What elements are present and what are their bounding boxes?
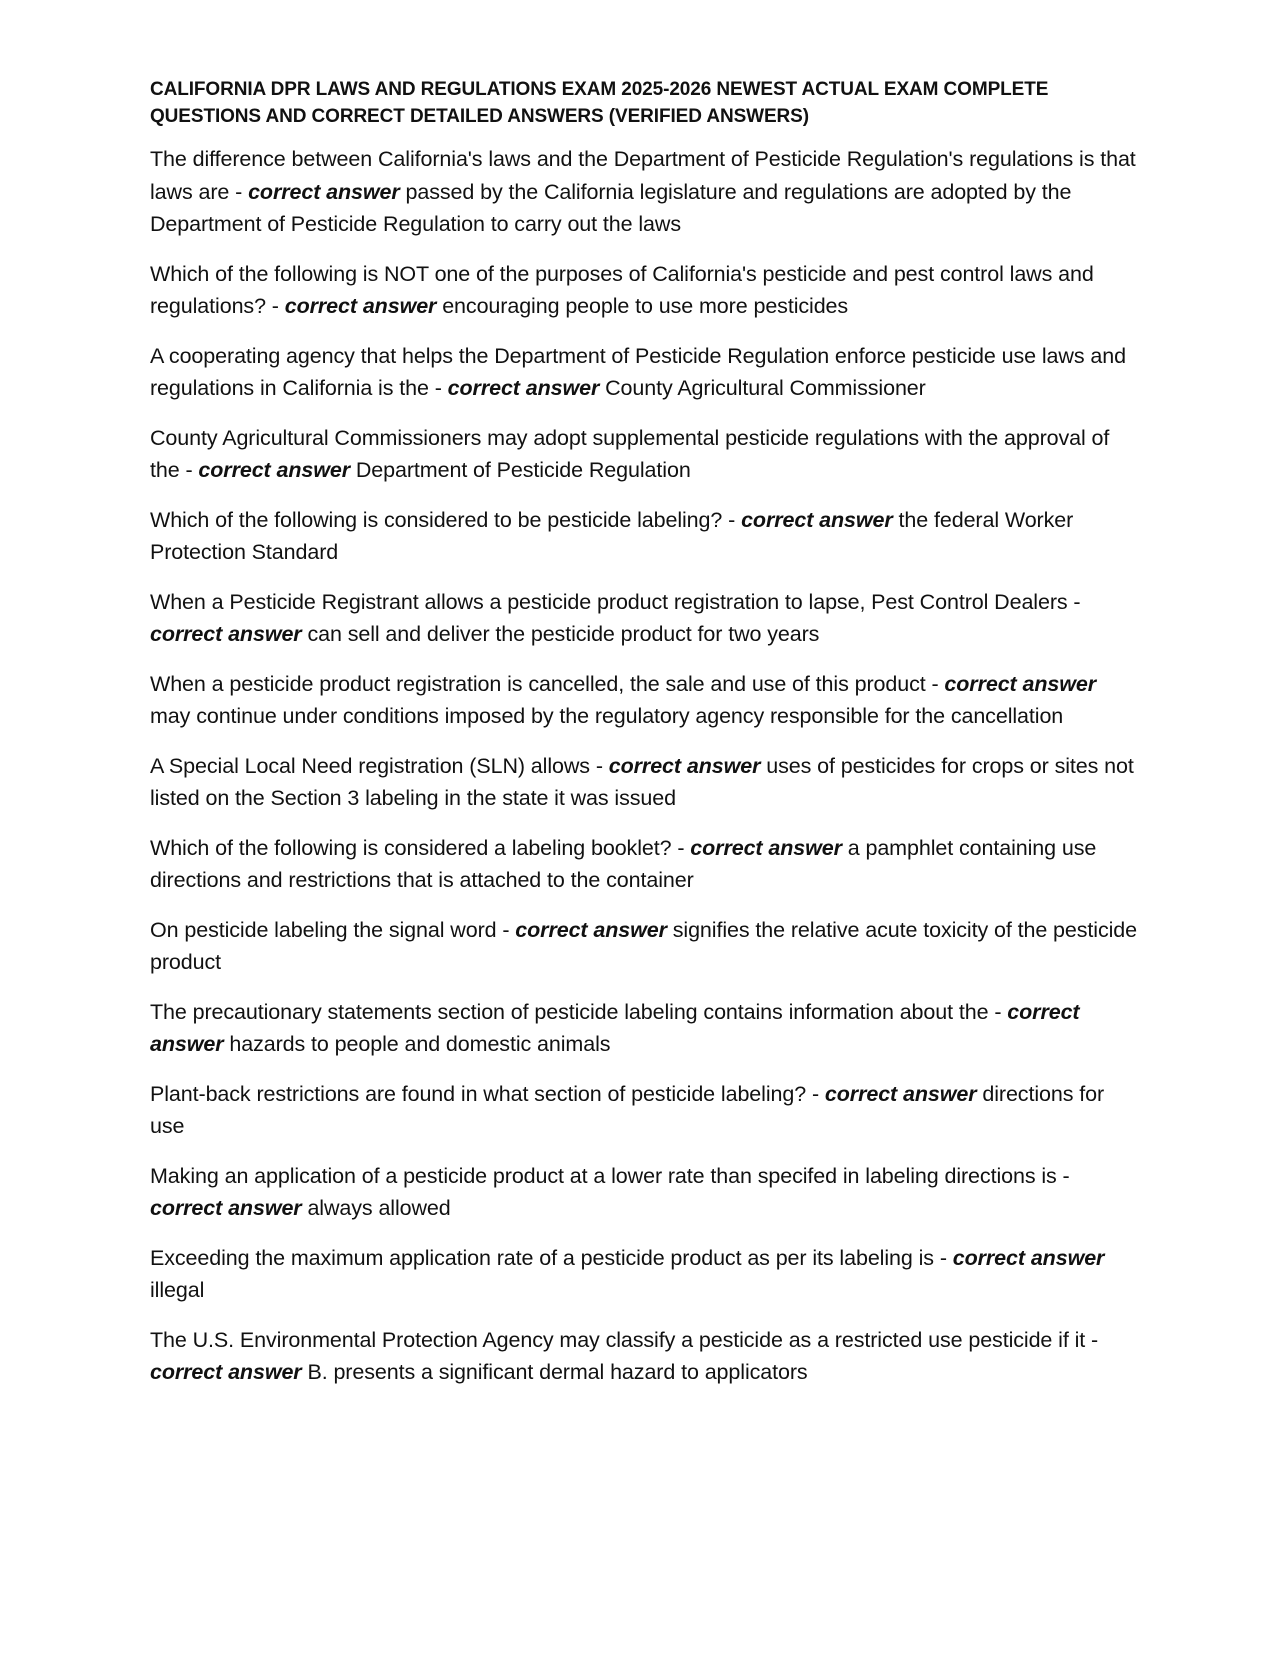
question-text: Plant-back restrictions are found in what section of pesticide labeling? -: [150, 1081, 825, 1106]
question-text: When a Pesticide Registrant allows a pesticide product registration to lapse, Pest Control Dealers -: [150, 589, 1081, 614]
qa-item: [150, 668, 1140, 733]
question-text: The precautionary statements section of pesticide labeling contains information about the -: [150, 999, 1008, 1024]
answer-label: correct answer: [824, 1081, 977, 1106]
qa-item: [150, 1242, 1140, 1307]
answer-label: correct answer: [150, 999, 1080, 1056]
answer-label: correct answer: [447, 376, 600, 400]
document-title: CALIFORNIA DPR LAWS AND REGULATIONS EXAM 2025-2026 NEWEST ACTUAL EXAM COMPLETE QUESTIONS AND CORRECT DETAILED ANSWERS (VERIFIED ANSWERS): [150, 79, 1049, 127]
answer-label: correct answer: [690, 835, 842, 860]
qa-item: [150, 1324, 1140, 1389]
answer-label: correct answer: [150, 1360, 302, 1384]
answer-text: County Agricultural Commissioner: [599, 376, 926, 400]
qa-item: [150, 1078, 1140, 1143]
answer-label: correct answer: [944, 671, 1096, 696]
qa-item: [150, 586, 1140, 651]
question-text: Exceeding the maximum application rate of a pesticide product as per its labeling is -: [150, 1245, 953, 1270]
question-text: Which of the following is NOT one of the purposes of California's pesticide and pest control laws and regulations? -: [150, 261, 1094, 318]
answer-label: correct answer: [150, 1196, 302, 1220]
document-page: [150, 76, 1140, 1406]
question-text: A cooperating agency that helps the Department of Pesticide Regulation enforce pesticide use laws and regulations in California is the -: [150, 343, 1126, 400]
answer-text: can sell and deliver the pesticide product for two years: [301, 622, 820, 646]
question-text: The difference between California's laws and the Department of Pesticide Regulation's regulations is that laws are -: [150, 147, 1136, 204]
answer-text: always allowed: [301, 1196, 451, 1220]
answer-label: correct answer: [515, 917, 667, 942]
answer-label: correct answer: [952, 1245, 1105, 1270]
question-text: When a pesticide product registration is cancelled, the sale and use of this product -: [150, 671, 945, 696]
answer-label: correct answer: [741, 507, 893, 532]
answer-text: uses of pesticides for crops or sites not listed on the Section 3 labeling in the state it was issued: [150, 753, 1134, 810]
qa-item: [150, 832, 1140, 897]
question-text: The U.S. Environmental Protection Agency may classify a pesticide as a restricted use pesticide if it -: [150, 1327, 1099, 1352]
question-text: County Agricultural Commissioners may adopt supplemental pesticide regulations with the approval of the -: [150, 425, 1110, 482]
question-text: Which of the following is considered to be pesticide labeling? -: [150, 507, 742, 532]
answer-text: hazards to people and domestic animals: [223, 1032, 611, 1056]
qa-item: [150, 750, 1140, 815]
qa-item: [150, 258, 1140, 323]
answer-label: correct answer: [608, 753, 761, 778]
answer-text: illegal: [150, 1278, 205, 1302]
answer-text: passed by the California legislature and regulations are adopted by the Department of Pesticide Regulation to carry out the laws: [150, 179, 1072, 236]
answer-text: encouraging people to use more pesticides: [436, 294, 849, 318]
answer-label: correct answer: [248, 179, 400, 204]
answer-text: the federal Worker Protection Standard: [150, 507, 1074, 564]
answer-text: Department of Pesticide Regulation: [349, 458, 691, 482]
answer-text: B. presents a significant dermal hazard to applicators: [301, 1360, 808, 1384]
qa-item: [150, 143, 1140, 241]
qa-item: [150, 340, 1140, 405]
answer-label: correct answer: [198, 458, 350, 482]
answer-label: correct answer: [150, 622, 302, 646]
answer-label: correct answer: [284, 294, 437, 318]
qa-item: [150, 1160, 1140, 1225]
qa-item: [150, 504, 1140, 569]
question-text: Making an application of a pesticide product at a lower rate than specifed in labeling directions is -: [150, 1163, 1070, 1188]
answer-text: a pamphlet containing use directions and restrictions that is attached to the container: [150, 835, 1097, 892]
answer-text: directions for use: [150, 1081, 1105, 1138]
qa-list: [150, 143, 1140, 1389]
question-text: On pesticide labeling the signal word -: [150, 917, 516, 942]
question-text: A Special Local Need registration (SLN) allows -: [150, 753, 609, 778]
qa-item: [150, 422, 1140, 487]
answer-text: signifies the relative acute toxicity of the pesticide product: [150, 917, 1138, 974]
qa-item: [150, 914, 1140, 979]
question-text: Which of the following is considered a labeling booklet? -: [150, 835, 691, 860]
answer-text: may continue under conditions imposed by the regulatory agency responsible for the cancellation: [150, 704, 1064, 728]
qa-item: [150, 996, 1140, 1061]
